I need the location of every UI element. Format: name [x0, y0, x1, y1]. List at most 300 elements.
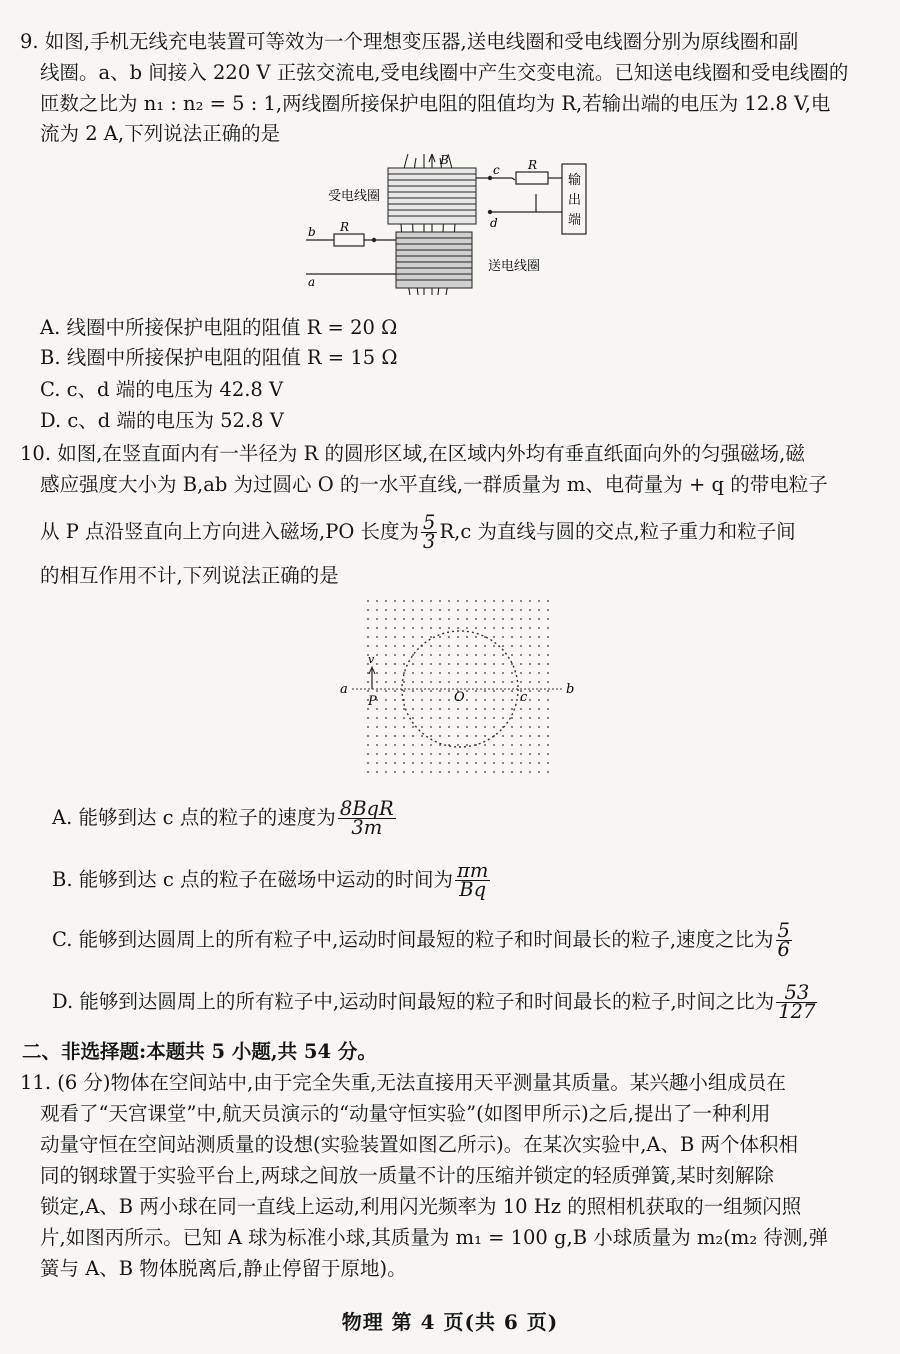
field-dot — [547, 681, 549, 683]
field-dot — [538, 771, 540, 773]
field-dot — [430, 699, 432, 701]
q10-magnetic-field-figure — [338, 597, 588, 777]
output-label-2: 出 — [568, 193, 582, 208]
field-dot — [403, 726, 405, 728]
field-dot — [448, 600, 450, 602]
field-dot — [376, 609, 378, 611]
q10-option-a-fraction — [338, 797, 396, 839]
field-dot — [520, 645, 522, 647]
field-dot — [412, 753, 414, 755]
q9-stem-line-2: 线圈。a、b 间接入 220 V 正弦交流电,受电线圈中产生交变电流。已知送电线圈和受电线圈的 — [40, 61, 849, 84]
field-dot — [484, 690, 486, 692]
field-dot — [403, 654, 405, 656]
field-dot — [466, 663, 468, 665]
field-dot — [385, 708, 387, 710]
q9-stem-line-4: 流为 2 A,下列说法正确的是 — [40, 122, 281, 145]
field-dot — [493, 618, 495, 620]
field-dot — [475, 726, 477, 728]
fraction-numerator: πm — [457, 859, 489, 882]
field-dot — [412, 672, 414, 674]
field-dot — [367, 636, 369, 638]
field-dot — [412, 654, 414, 656]
field-dot — [421, 681, 423, 683]
field-B-label: B — [440, 153, 449, 167]
field-dot — [547, 726, 549, 728]
field-dot — [367, 627, 369, 629]
field-dot — [547, 744, 549, 746]
field-dot — [466, 627, 468, 629]
output-label-1: 输 — [568, 173, 582, 188]
field-dot — [529, 690, 531, 692]
q9-stem-line-3: 匝数之比为 n₁ : n₂ = 5 : 1,两线圈所接保护电阻的阻值均为 R,若输出端的电压为 12.8 V,电 — [40, 92, 831, 115]
field-dot — [547, 753, 549, 755]
field-dot — [457, 735, 459, 737]
field-dot — [547, 762, 549, 764]
field-dot — [529, 744, 531, 746]
field-dot — [385, 771, 387, 773]
q10-option-b-text: B. 能够到达 c 点的粒子在磁场中运动的时间为 — [52, 868, 454, 891]
field-dot — [547, 618, 549, 620]
field-dot — [448, 762, 450, 764]
field-dot — [430, 600, 432, 602]
field-dot — [430, 672, 432, 674]
field-dot — [394, 654, 396, 656]
field-dot — [538, 744, 540, 746]
field-dot — [403, 609, 405, 611]
field-dot — [484, 744, 486, 746]
field-dot — [511, 609, 513, 611]
send-coil-label: 送电线圈 — [488, 259, 541, 274]
field-dot — [493, 771, 495, 773]
field-dot — [466, 609, 468, 611]
field-dot — [538, 600, 540, 602]
field-dot — [448, 636, 450, 638]
field-dot — [439, 672, 441, 674]
field-dot — [502, 717, 504, 719]
field-dot — [448, 708, 450, 710]
field-dot — [547, 672, 549, 674]
field-dot — [520, 609, 522, 611]
field-dot — [367, 717, 369, 719]
field-dot — [430, 636, 432, 638]
q9-option-d: D. c、d 端的电压为 52.8 V — [40, 409, 284, 432]
field-dot — [466, 762, 468, 764]
field-dot — [493, 609, 495, 611]
field-dot — [430, 645, 432, 647]
field-dot — [448, 771, 450, 773]
field-dot — [412, 726, 414, 728]
fraction-numerator: 8BqR — [339, 797, 394, 820]
field-dot — [376, 735, 378, 737]
field-dot — [421, 762, 423, 764]
fraction-denominator: Bq — [459, 878, 487, 901]
field-dot — [538, 663, 540, 665]
receive-coil-label: 受电线圈 — [328, 189, 381, 204]
point-b-label: b — [566, 682, 575, 697]
point-a-label: a — [340, 682, 348, 697]
field-dot — [547, 663, 549, 665]
field-dot — [385, 699, 387, 701]
field-dot — [538, 762, 540, 764]
field-dot — [439, 681, 441, 683]
field-dot — [385, 618, 387, 620]
field-dot — [412, 744, 414, 746]
fraction-numerator: 5 — [423, 511, 436, 534]
field-dot — [484, 663, 486, 665]
field-dot — [430, 627, 432, 629]
field-dot — [457, 771, 459, 773]
field-dot — [457, 663, 459, 665]
field-dot — [457, 681, 459, 683]
field-dot — [475, 600, 477, 602]
field-dot — [502, 636, 504, 638]
fraction-numerator: 5 — [777, 919, 790, 942]
field-dot — [520, 663, 522, 665]
field-dot — [403, 744, 405, 746]
q11-line-1: 11. (6 分)物体在空间站中,由于完全失重,无法直接用天平测量其质量。某兴趣小组成员在 — [20, 1071, 786, 1094]
field-dot — [538, 699, 540, 701]
field-dot — [475, 735, 477, 737]
field-dot — [457, 672, 459, 674]
field-dot — [529, 618, 531, 620]
field-dot — [529, 609, 531, 611]
field-dot — [376, 618, 378, 620]
field-dot — [529, 681, 531, 683]
field-dot — [511, 681, 513, 683]
q10-line3-pre: 从 P 点沿竖直向上方向进入磁场,PO 长度为 — [40, 520, 420, 543]
field-dot — [520, 636, 522, 638]
field-dot — [466, 753, 468, 755]
field-dot — [466, 636, 468, 638]
field-dot — [403, 735, 405, 737]
field-dot — [457, 618, 459, 620]
field-dot — [430, 762, 432, 764]
q10-option-b-fraction — [455, 859, 490, 901]
field-dot — [493, 654, 495, 656]
field-dot — [484, 771, 486, 773]
field-dot — [439, 609, 441, 611]
field-dot — [376, 627, 378, 629]
field-dot — [511, 708, 513, 710]
q10-option-d — [52, 980, 819, 1024]
field-dot — [511, 744, 513, 746]
field-dot — [412, 609, 414, 611]
field-dot — [457, 609, 459, 611]
field-dot — [376, 654, 378, 656]
field-dot — [502, 663, 504, 665]
field-dot — [529, 654, 531, 656]
field-dot — [493, 636, 495, 638]
field-dot — [493, 744, 495, 746]
field-dot — [385, 717, 387, 719]
q10-stem-line-2: 感应强度大小为 B,ab 为过圆心 O 的一水平直线,一群质量为 m、电荷量为 + q 的带电粒子 — [40, 473, 828, 496]
field-dot — [475, 717, 477, 719]
field-dot — [484, 708, 486, 710]
field-dot — [475, 645, 477, 647]
field-dot — [502, 654, 504, 656]
field-dot — [448, 609, 450, 611]
field-dot — [493, 699, 495, 701]
field-dot — [430, 618, 432, 620]
field-dot — [412, 663, 414, 665]
field-dot — [385, 735, 387, 737]
field-dot — [376, 645, 378, 647]
send-coil — [396, 232, 472, 288]
field-dot — [520, 762, 522, 764]
field-dot — [457, 654, 459, 656]
field-dot — [475, 771, 477, 773]
field-dot — [439, 708, 441, 710]
field-dot — [511, 771, 513, 773]
field-dot — [412, 618, 414, 620]
q11-line-7: 簧与 A、B 物体脱离后,静止停留于原地)。 — [40, 1257, 407, 1280]
field-dot — [538, 618, 540, 620]
field-dot — [403, 753, 405, 755]
field-dot — [403, 627, 405, 629]
field-dot — [475, 672, 477, 674]
field-dot — [475, 609, 477, 611]
field-dot — [484, 726, 486, 728]
field-dot — [547, 627, 549, 629]
field-dot — [394, 753, 396, 755]
field-dot — [403, 636, 405, 638]
field-dot — [430, 744, 432, 746]
q10-option-b — [52, 858, 492, 902]
field-dot — [547, 735, 549, 737]
field-dot — [367, 771, 369, 773]
field-dot — [412, 735, 414, 737]
field-dot — [511, 690, 513, 692]
field-dot — [529, 645, 531, 647]
field-dot — [448, 690, 450, 692]
field-dot — [475, 681, 477, 683]
field-dot — [394, 663, 396, 665]
field-dot — [421, 717, 423, 719]
field-dot — [493, 762, 495, 764]
field-dot — [466, 708, 468, 710]
field-dot — [385, 654, 387, 656]
field-dot — [457, 600, 459, 602]
field-dot — [412, 636, 414, 638]
field-dot — [430, 609, 432, 611]
field-dot — [385, 609, 387, 611]
field-dot — [430, 690, 432, 692]
field-dot — [484, 627, 486, 629]
field-dot — [538, 609, 540, 611]
field-dot — [484, 654, 486, 656]
field-dot — [412, 717, 414, 719]
field-dot — [466, 654, 468, 656]
field-dot — [484, 735, 486, 737]
field-dot — [376, 762, 378, 764]
terminal-a-label: a — [308, 275, 316, 289]
field-dot — [484, 762, 486, 764]
field-dot — [412, 708, 414, 710]
q10-option-c — [52, 918, 794, 962]
field-dot — [403, 663, 405, 665]
field-dot — [547, 690, 549, 692]
field-dot — [394, 717, 396, 719]
field-dot — [367, 618, 369, 620]
field-dot — [439, 762, 441, 764]
field-dot — [421, 627, 423, 629]
field-dot — [439, 636, 441, 638]
field-dot — [475, 699, 477, 701]
field-dot — [367, 762, 369, 764]
field-dot — [466, 600, 468, 602]
field-dot — [475, 690, 477, 692]
output-label-3: 端 — [568, 213, 582, 228]
field-dot — [547, 654, 549, 656]
field-dot — [475, 753, 477, 755]
field-dot — [403, 762, 405, 764]
field-dot — [529, 735, 531, 737]
field-dot — [394, 690, 396, 692]
field-dot — [520, 726, 522, 728]
field-dot — [439, 690, 441, 692]
q10-PO-fraction — [421, 511, 437, 553]
q10-option-d-text: D. 能够到达圆周上的所有粒子中,运动时间最短的粒子和时间最长的粒子,时间之比为 — [52, 990, 775, 1013]
field-dot — [475, 627, 477, 629]
field-dot — [367, 726, 369, 728]
field-dot — [511, 627, 513, 629]
field-dot — [448, 681, 450, 683]
field-dot — [484, 672, 486, 674]
field-dot — [439, 717, 441, 719]
field-dot — [457, 636, 459, 638]
field-dot — [412, 771, 414, 773]
field-dot — [529, 627, 531, 629]
field-dot — [538, 690, 540, 692]
field-dot — [529, 753, 531, 755]
field-dot — [394, 744, 396, 746]
field-dot — [376, 717, 378, 719]
field-dot — [448, 726, 450, 728]
field-dot — [547, 708, 549, 710]
field-dot — [421, 753, 423, 755]
field-dot — [538, 726, 540, 728]
field-dot — [493, 708, 495, 710]
field-dot — [376, 663, 378, 665]
field-dot — [493, 600, 495, 602]
field-dot — [412, 699, 414, 701]
q9-transformer-figure — [300, 150, 620, 300]
fraction-denominator: 127 — [778, 1000, 816, 1023]
field-dot — [547, 699, 549, 701]
field-dot — [493, 681, 495, 683]
q11-line-3: 动量守恒在空间站测质量的设想(实验装置如图乙所示)。在某次实验中,A、B 两个体积相 — [40, 1133, 799, 1156]
field-dot — [511, 717, 513, 719]
fraction-numerator: 53 — [776, 984, 817, 1003]
field-dot — [394, 600, 396, 602]
field-dot — [430, 681, 432, 683]
field-dot — [403, 717, 405, 719]
q10-stem-line-1: 10. 如图,在竖直面内有一半径为 R 的圆形区域,在区域内外均有垂直纸面向外的匀强磁场,磁 — [20, 442, 805, 465]
field-dot — [385, 645, 387, 647]
page-footer: 物理 第 4 页(共 6 页) — [341, 1310, 559, 1334]
field-dot — [394, 681, 396, 683]
field-dot — [430, 753, 432, 755]
field-dot — [502, 699, 504, 701]
field-dot — [394, 627, 396, 629]
field-dot — [421, 609, 423, 611]
field-dot — [448, 618, 450, 620]
q10-option-a-text: A. 能够到达 c 点的粒子的速度为 — [52, 806, 336, 829]
field-dot — [502, 690, 504, 692]
field-dot — [421, 654, 423, 656]
field-dot — [547, 609, 549, 611]
field-dot — [457, 708, 459, 710]
field-dot — [511, 726, 513, 728]
field-dot — [457, 717, 459, 719]
field-dot — [457, 753, 459, 755]
point-P-label: P — [368, 694, 377, 709]
field-dot — [511, 762, 513, 764]
field-dot — [385, 744, 387, 746]
field-dot — [502, 645, 504, 647]
field-dot — [502, 753, 504, 755]
field-dot — [394, 618, 396, 620]
field-dot — [511, 645, 513, 647]
q9-option-b: B. 线圈中所接保护电阻的阻值 R = 15 Ω — [40, 346, 398, 369]
terminal-b-label: b — [308, 225, 316, 239]
field-dot — [493, 672, 495, 674]
resistor-left — [334, 234, 364, 246]
q11-line-4: 同的钢球置于实验平台上,两球之间放一质量不计的压缩并锁定的轻质弹簧,某时刻解除 — [40, 1164, 774, 1187]
field-dot — [529, 672, 531, 674]
field-dot — [475, 663, 477, 665]
q10-option-c-text: C. 能够到达圆周上的所有粒子中,运动时间最短的粒子和时间最长的粒子,速度之比为 — [52, 928, 774, 951]
field-dot — [529, 636, 531, 638]
field-dot — [529, 708, 531, 710]
field-dot — [421, 735, 423, 737]
field-dot — [394, 645, 396, 647]
fraction-denominator: 3m — [351, 816, 383, 839]
field-dot — [457, 726, 459, 728]
field-dot — [439, 627, 441, 629]
field-dot — [430, 708, 432, 710]
field-dot — [439, 600, 441, 602]
field-dot — [421, 744, 423, 746]
field-dot — [448, 699, 450, 701]
field-dot — [547, 645, 549, 647]
field-dot — [520, 672, 522, 674]
field-dot — [529, 726, 531, 728]
q11-line-6: 片,如图丙所示。已知 A 球为标准小球,其质量为 m₁ = 100 g,B 小球质量为 m₂(m₂ 待测,弹 — [40, 1226, 829, 1249]
field-dot — [493, 753, 495, 755]
field-dot — [448, 663, 450, 665]
field-dot — [376, 744, 378, 746]
field-dot — [502, 609, 504, 611]
field-dot — [520, 627, 522, 629]
field-dot — [484, 717, 486, 719]
q10-stem-line-3 — [40, 512, 796, 552]
field-dot — [367, 681, 369, 683]
field-dot — [475, 708, 477, 710]
field-dot — [529, 762, 531, 764]
field-dot — [403, 708, 405, 710]
field-dot — [412, 681, 414, 683]
receive-coil — [388, 168, 476, 224]
field-dot — [448, 627, 450, 629]
field-dot — [376, 726, 378, 728]
field-dot — [421, 600, 423, 602]
field-dot — [448, 654, 450, 656]
field-dot — [367, 609, 369, 611]
q10-stem-line-4: 的相互作用不计,下列说法正确的是 — [40, 564, 339, 587]
field-dot — [520, 600, 522, 602]
velocity-v-label: v — [368, 653, 375, 666]
